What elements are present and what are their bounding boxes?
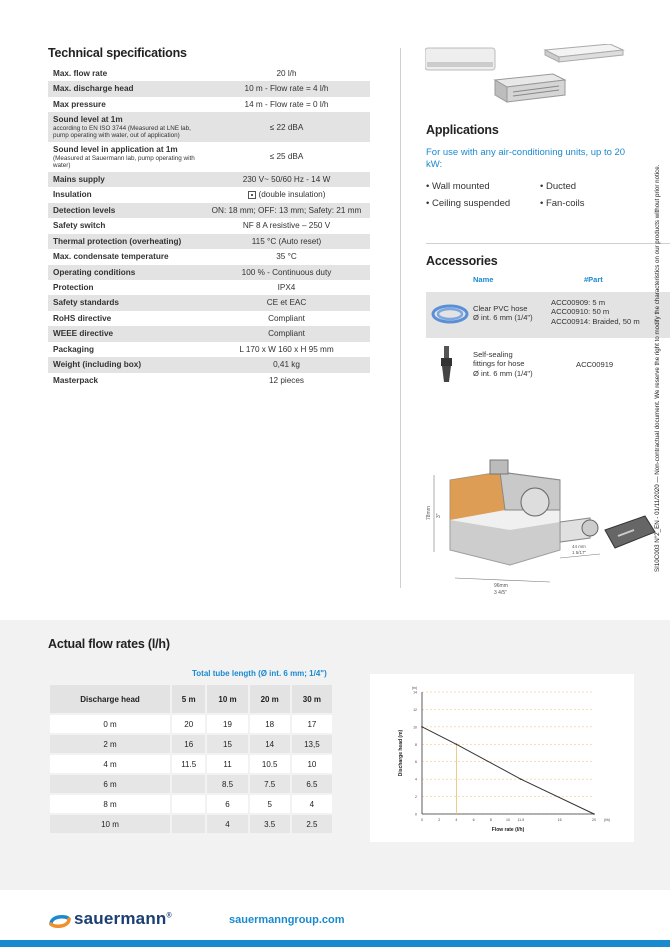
section-divider bbox=[426, 243, 670, 244]
spec-label: Operating conditions bbox=[48, 265, 203, 280]
spec-label: Detection levels bbox=[48, 203, 203, 218]
x-tick-label: 4 bbox=[455, 818, 458, 822]
double-insulation-icon bbox=[248, 191, 256, 199]
data-point bbox=[520, 778, 522, 780]
column-divider bbox=[400, 48, 401, 588]
x-tick-label: 20 bbox=[592, 818, 596, 822]
accessory-name: Clear PVC hose Ø int. 6 mm (1/4") bbox=[473, 304, 533, 323]
flow-table bbox=[48, 683, 334, 835]
accessories-col-part: #Part bbox=[584, 275, 603, 284]
spec-value: 100 % - Continuous duty bbox=[203, 265, 370, 280]
flow-row-head: 8 m bbox=[49, 794, 171, 814]
spec-label-note: (Measured at Sauermann lab, pump operating with water) bbox=[53, 154, 195, 169]
spec-value: ≤ 22 dBA bbox=[203, 112, 370, 142]
flow-cell: 11 bbox=[206, 754, 248, 774]
y-tick-label: 6 bbox=[415, 760, 417, 765]
flow-col-header: 5 m bbox=[171, 684, 206, 714]
spec-value: 0,41 kg bbox=[203, 357, 370, 372]
accessory-row bbox=[426, 292, 670, 338]
spec-value: ≤ 25 dBA bbox=[269, 152, 304, 162]
flow-col-header: 30 m bbox=[291, 684, 333, 714]
spec-label: Max. discharge head bbox=[48, 81, 203, 96]
flow-cell: 20 bbox=[171, 714, 206, 734]
flow-cell: 18 bbox=[249, 714, 291, 734]
y-tick-label: 12 bbox=[413, 707, 417, 712]
inlet-tube-icon bbox=[605, 516, 655, 548]
application-item: • Ducted bbox=[540, 181, 585, 198]
spec-label: Safety switch bbox=[53, 221, 106, 231]
data-point bbox=[456, 743, 458, 745]
dim-height-inch-label: 3" bbox=[436, 513, 442, 518]
x-unit-label: (l/h) bbox=[604, 818, 611, 822]
flow-cell: 6.5 bbox=[291, 774, 333, 794]
application-item: • Ceiling suspended bbox=[426, 198, 510, 215]
spec-value: 10 m - Flow rate = 4 l/h bbox=[203, 81, 370, 96]
spec-label: Max. flow rate bbox=[53, 69, 108, 78]
hose-icon bbox=[431, 301, 469, 327]
spec-value: 12 pieces bbox=[268, 375, 305, 385]
y-unit-label: (m) bbox=[411, 686, 417, 690]
flow-row bbox=[49, 734, 333, 754]
spec-label: Max pressure bbox=[53, 99, 106, 109]
spec-row bbox=[48, 295, 370, 310]
spec-label: Mains supply bbox=[48, 172, 203, 187]
ceiling-unit-icon bbox=[545, 44, 623, 62]
series-line bbox=[422, 727, 594, 814]
website-link[interactable]: sauermanngroup.com bbox=[229, 914, 345, 926]
flow-cell bbox=[171, 814, 206, 834]
dim-side-inch-label: 1 5/17" bbox=[572, 550, 587, 555]
applications-subtitle: For use with any air-conditioning units, up to 20 kW: bbox=[426, 147, 626, 171]
y-tick-label: 4 bbox=[415, 777, 417, 782]
y-tick-label: 8 bbox=[415, 742, 417, 747]
flow-caption: Total tube length (Ø int. 6 mm; 1/4") bbox=[192, 669, 327, 678]
spec-label: Safety standards bbox=[48, 295, 203, 310]
spec-row bbox=[48, 265, 370, 280]
spec-label: Packaging bbox=[53, 344, 94, 354]
dim-width-inch-label: 3 4/5" bbox=[494, 590, 507, 596]
spec-row bbox=[48, 218, 370, 233]
flow-row bbox=[49, 814, 333, 834]
flow-cell: 4 bbox=[291, 794, 333, 814]
spec-label: WEEE directive bbox=[48, 326, 203, 341]
spec-label: Weight (including box) bbox=[48, 357, 203, 372]
flow-row bbox=[49, 794, 333, 814]
sauermann-logo-icon bbox=[48, 912, 72, 930]
dim-width-label: 96mm bbox=[494, 583, 508, 589]
flow-cell: 6 bbox=[206, 794, 248, 814]
application-item: • Fan-coils bbox=[540, 198, 585, 215]
spec-label: Sound level at 1m according to EN ISO 3744 (Measured at LNE lab, pump operating with water, out of application) bbox=[48, 112, 203, 142]
spec-value: Compliant bbox=[203, 326, 370, 341]
spec-row bbox=[48, 326, 370, 341]
applications-list-1 bbox=[426, 181, 510, 215]
accessory-parts: ACC00919 bbox=[576, 360, 614, 369]
flow-cell: 5 bbox=[249, 794, 291, 814]
spec-row bbox=[48, 249, 370, 264]
brand-name: sauermann® bbox=[74, 909, 172, 928]
flow-col-header: 10 m bbox=[206, 684, 248, 714]
spec-value: 35 °C bbox=[276, 252, 297, 262]
spec-label: Sound level in application at 1m (Measured at Sauermann lab, pump operating with water) bbox=[48, 142, 203, 172]
spec-row bbox=[48, 342, 370, 357]
spec-row bbox=[48, 81, 370, 96]
spec-row bbox=[48, 172, 370, 187]
spec-label: RoHS directive bbox=[53, 313, 112, 323]
flow-row bbox=[49, 774, 333, 794]
flow-cell: 15 bbox=[206, 734, 248, 754]
y-tick-label: 0 bbox=[415, 812, 417, 817]
x-tick-label: 10 bbox=[506, 818, 510, 822]
spec-value: (double insulation) bbox=[203, 187, 370, 202]
y-tick-label: 14 bbox=[413, 690, 417, 695]
fitting-icon bbox=[436, 346, 458, 386]
x-tick-label: 6 bbox=[472, 818, 475, 822]
spec-table bbox=[48, 66, 370, 388]
flow-cell: 3.5 bbox=[249, 814, 291, 834]
spec-title: Technical specifications bbox=[48, 46, 187, 60]
flow-cell: 14 bbox=[249, 734, 291, 754]
accessory-parts: ACC00909: 5 m ACC00910: 50 m ACC00914: Braided, 50 m bbox=[551, 298, 640, 326]
flow-cell bbox=[171, 774, 206, 794]
dim-height-label: 78mm bbox=[426, 506, 432, 520]
flow-cell: 19 bbox=[206, 714, 248, 734]
spec-row bbox=[48, 311, 370, 326]
flow-cell bbox=[171, 794, 206, 814]
dim-side-label: 44 mm bbox=[572, 544, 586, 549]
y-tick-label: 10 bbox=[413, 725, 417, 730]
applications-title: Applications bbox=[426, 123, 499, 137]
flow-row-head: 6 m bbox=[49, 774, 171, 794]
wall-unit-icon bbox=[425, 48, 495, 70]
flow-cell: 10.5 bbox=[249, 754, 291, 774]
x-tick-label: 2 bbox=[438, 818, 441, 822]
spec-row bbox=[48, 112, 370, 142]
spec-value: 230 V~ 50/60 Hz - 14 W bbox=[203, 172, 370, 187]
flow-row bbox=[49, 754, 333, 774]
flow-cell: 10 bbox=[291, 754, 333, 774]
spec-row bbox=[48, 97, 370, 112]
flow-cell: 17 bbox=[291, 714, 333, 734]
spec-label: Insulation bbox=[53, 190, 92, 200]
spec-label: Max. condensate temperature bbox=[53, 252, 169, 262]
x-tick-label: 0 bbox=[421, 818, 423, 822]
spec-value: ON: 18 mm; OFF: 13 mm; Safety: 21 mm bbox=[203, 203, 370, 218]
spec-row bbox=[48, 234, 370, 249]
flow-cell: 8.5 bbox=[206, 774, 248, 794]
application-item: • Wall mounted bbox=[426, 181, 510, 198]
spec-row bbox=[48, 373, 370, 388]
flow-title: Actual flow rates (l/h) bbox=[48, 637, 170, 651]
y-tick-label: 2 bbox=[415, 795, 417, 800]
flow-cell: 13,5 bbox=[291, 734, 333, 754]
spec-value: 20 l/h bbox=[276, 69, 297, 78]
accessory-row bbox=[426, 344, 670, 388]
spec-label: Thermal protection (overheating) bbox=[48, 234, 203, 249]
flow-row-head: 0 m bbox=[49, 714, 171, 734]
footer-bar bbox=[0, 940, 670, 947]
flow-row-head: 4 m bbox=[49, 754, 171, 774]
flow-row-head: 2 m bbox=[49, 734, 171, 754]
accessories-title: Accessories bbox=[426, 254, 498, 268]
spec-value: 115 °C (Auto reset) bbox=[203, 234, 370, 249]
x-tick-label: 11.5 bbox=[517, 818, 525, 822]
spec-value: Compliant bbox=[268, 313, 305, 323]
spec-value: CE et EAC bbox=[203, 295, 370, 310]
flow-cell: 2.5 bbox=[291, 814, 333, 834]
spec-label-note: according to EN ISO 3744 (Measured at LNE lab, pump operating with water, out of application) bbox=[53, 124, 191, 139]
spec-row bbox=[48, 280, 370, 295]
spec-row bbox=[48, 203, 370, 218]
spec-value: 14 m - Flow rate = 0 l/h bbox=[244, 99, 329, 109]
y-axis-label: Discharge head (m) bbox=[398, 729, 404, 777]
flow-col-header: Discharge head bbox=[49, 684, 171, 714]
spec-row bbox=[48, 142, 370, 172]
data-point bbox=[421, 726, 423, 728]
spec-label: Masterpack bbox=[53, 375, 99, 385]
flow-chart-svg bbox=[370, 674, 634, 842]
flow-chart bbox=[370, 674, 634, 842]
spec-row bbox=[48, 66, 370, 81]
ducted-unit-icon bbox=[495, 74, 565, 102]
pump-drawing bbox=[410, 450, 660, 600]
flow-cell: 16 bbox=[171, 734, 206, 754]
spec-label: Protection bbox=[53, 283, 94, 292]
width-dimension-line bbox=[455, 578, 550, 582]
spec-value: IPX4 bbox=[277, 283, 296, 292]
x-tick-label: 8 bbox=[489, 818, 492, 822]
spec-row bbox=[48, 357, 370, 372]
flow-row-head: 10 m bbox=[49, 814, 171, 834]
ac-units-image bbox=[425, 44, 625, 106]
spec-value: NF 8 A resistive – 250 V bbox=[242, 221, 331, 231]
applications-list-2 bbox=[540, 181, 585, 215]
accessory-name: Self-sealing fittings for hose Ø int. 6 mm (1/4") bbox=[473, 350, 533, 378]
flow-col-header: 20 m bbox=[249, 684, 291, 714]
x-tick-label: 16 bbox=[557, 818, 562, 822]
side-note: SI10C003 N°2_EN - 01/11/2020 — Non-contractual document. We reserve the right to modify the characteristics on our products without prior notice. bbox=[654, 164, 661, 572]
flow-cell: 4 bbox=[206, 814, 248, 834]
flow-cell: 7.5 bbox=[249, 774, 291, 794]
spec-value: L 170 x W 160 x H 95 mm bbox=[239, 344, 334, 354]
flow-cell: 11.5 bbox=[171, 754, 206, 774]
accessories-col-name: Name bbox=[473, 275, 494, 284]
flow-row bbox=[49, 714, 333, 734]
spec-row bbox=[48, 187, 370, 202]
data-point bbox=[593, 813, 595, 815]
x-axis-label: Flow rate (l/h) bbox=[491, 827, 525, 833]
